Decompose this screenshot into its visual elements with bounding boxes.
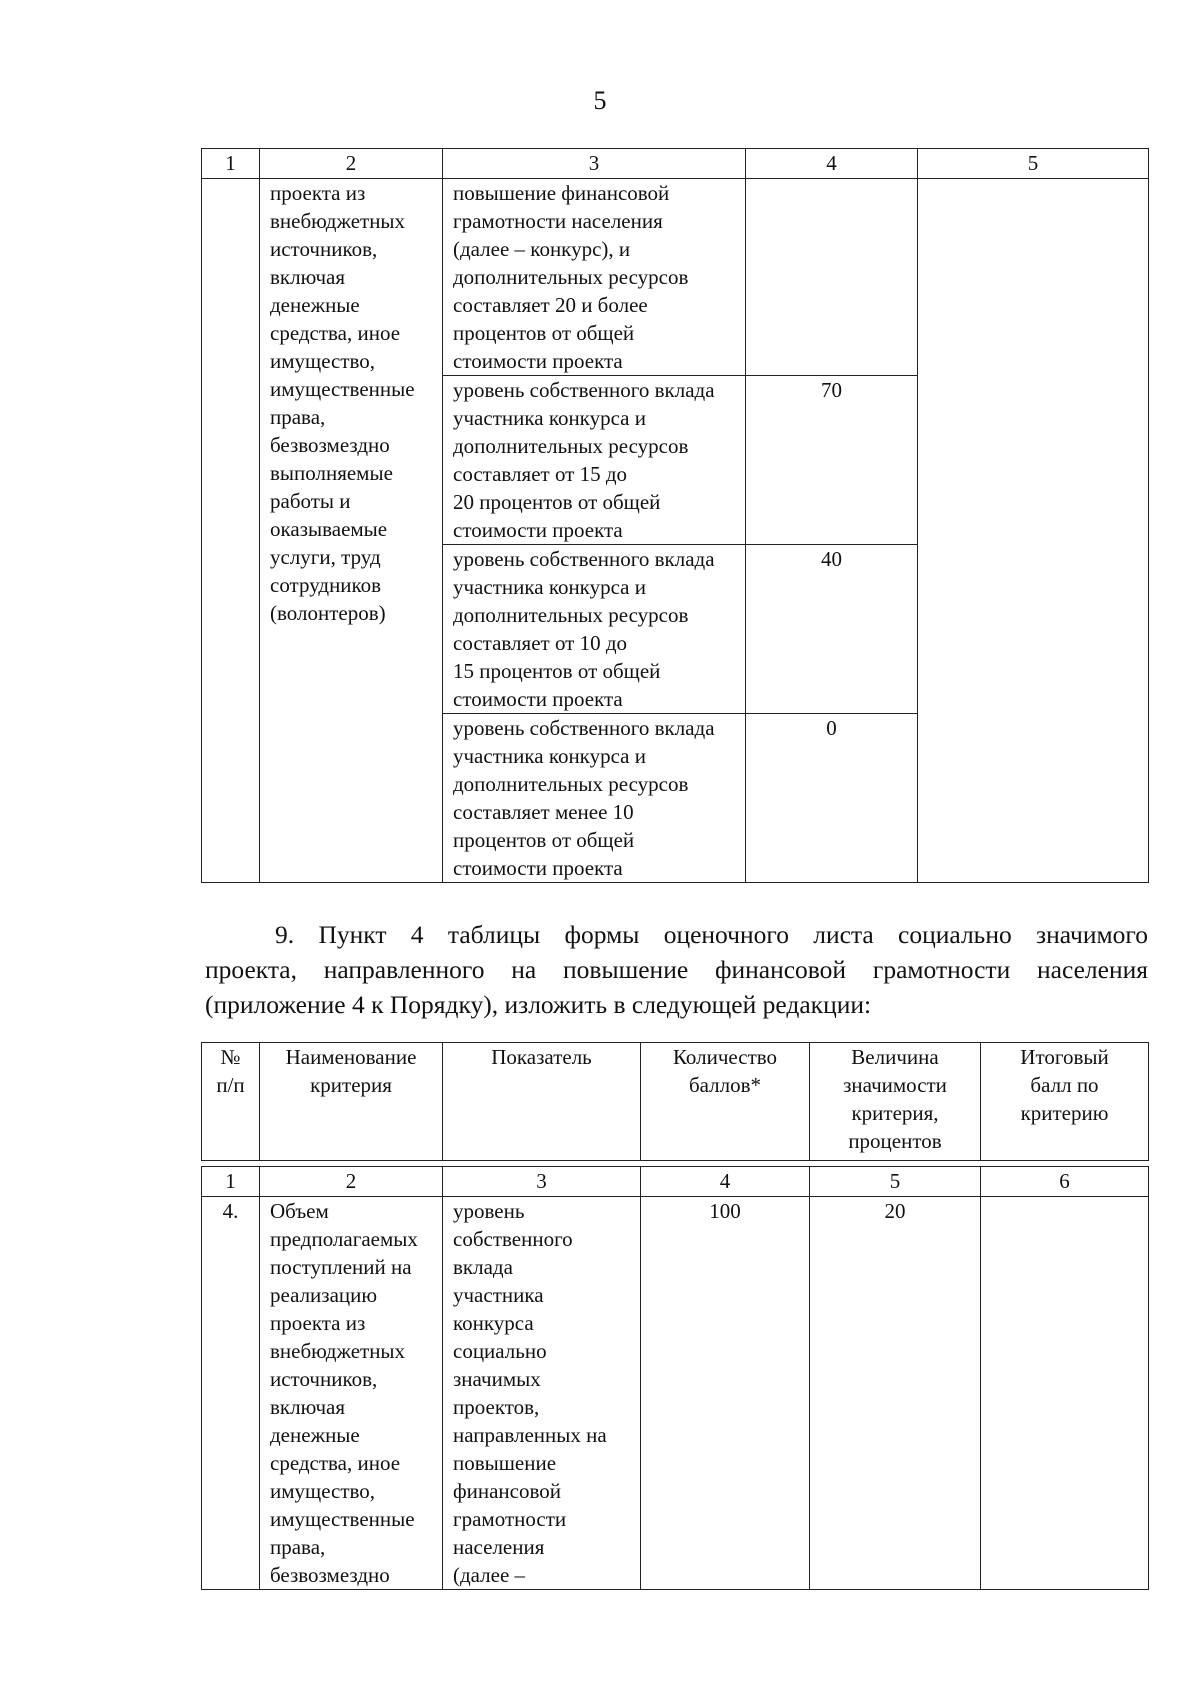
header-indicator: Показатель — [443, 1043, 641, 1161]
header-number: № п/п — [202, 1043, 260, 1161]
criterion-cell — [260, 179, 443, 883]
indicator-text: уровень собственного вклада участника конкурса социально значимых проектов, направленных на повышение финансовой грамотности населения (далее – — [453, 1199, 607, 1587]
row-number: 4. — [202, 1197, 260, 1590]
column-number: 3 — [443, 149, 746, 179]
criteria-table-new — [201, 1042, 1149, 1590]
table-header-row — [202, 149, 1149, 179]
page-number: 5 — [593, 86, 607, 115]
total-cell — [918, 179, 1149, 883]
score-cell — [746, 179, 918, 376]
total-cell — [981, 1197, 1149, 1590]
amendment-paragraph — [205, 917, 1148, 1022]
header-total: Итоговый балл по критерию — [981, 1043, 1149, 1161]
paragraph-line: проекта, направленного на повышение финансовой грамотности населения — [205, 955, 1148, 984]
column-number: 1 — [202, 149, 260, 179]
indicator-text: уровень собственного вклада участника конкурса и дополнительных ресурсов составляет от 15 до 20 процентов от общей стоимости проекта — [453, 378, 715, 542]
column-number: 3 — [443, 1167, 641, 1197]
table-row — [202, 179, 1149, 376]
column-numbers-row — [202, 1167, 1149, 1197]
criterion-text: проекта из внебюджетных источников, включая денежные средства, иное имущество, имущественные права, безвозмездно выполняемые работы и оказываемые услуги, труд сотрудников (волонтеров) — [270, 181, 415, 625]
header-criterion: Наименование критерия — [260, 1043, 443, 1161]
indicator-text: повышение финансовой грамотности населения (далее – конкурс), и дополнительных ресурсов составляет 20 и более процентов от общей стоимости проекта — [453, 181, 689, 373]
score-cell: 100 — [641, 1197, 810, 1590]
criteria-table-continuation — [201, 148, 1149, 883]
column-number: 2 — [260, 1167, 443, 1197]
indicator-cell — [443, 545, 746, 714]
criterion-cell — [260, 1197, 443, 1590]
paragraph-line: 9. Пункт 4 таблицы формы оценочного листа социально значимого — [275, 920, 1148, 949]
weight-cell: 20 — [810, 1197, 981, 1590]
table-header-row — [202, 1043, 1149, 1161]
column-number: 1 — [202, 1167, 260, 1197]
score-cell: 70 — [746, 376, 918, 545]
header-weight: Величина значимости критерия, процентов — [810, 1043, 981, 1161]
indicator-cell — [443, 1197, 641, 1590]
column-number: 5 — [918, 149, 1149, 179]
column-number: 6 — [981, 1167, 1149, 1197]
criterion-text: Объем предполагаемых поступлений на реализацию проекта из внебюджетных источников, включая денежные средства, иное имущество, имущественные права, безвозмездно — [270, 1199, 418, 1587]
indicator-text: уровень собственного вклада участника конкурса и дополнительных ресурсов составляет от 10 до 15 процентов от общей стоимости проекта — [453, 547, 715, 711]
indicator-cell — [443, 376, 746, 545]
table-row — [202, 1197, 1149, 1590]
paragraph-line: (приложение 4 к Порядку), изложить в следующей редакции: — [205, 990, 872, 1019]
indicator-cell — [443, 714, 746, 883]
column-number: 4 — [746, 149, 918, 179]
column-number: 5 — [810, 1167, 981, 1197]
column-number: 4 — [641, 1167, 810, 1197]
column-number: 2 — [260, 149, 443, 179]
header-score: Количество баллов* — [641, 1043, 810, 1161]
number-cell — [202, 179, 260, 883]
score-cell: 40 — [746, 545, 918, 714]
score-cell: 0 — [746, 714, 918, 883]
indicator-cell — [443, 179, 746, 376]
indicator-text: уровень собственного вклада участника конкурса и дополнительных ресурсов составляет менее 10 процентов от общей стоимости проекта — [453, 716, 715, 880]
